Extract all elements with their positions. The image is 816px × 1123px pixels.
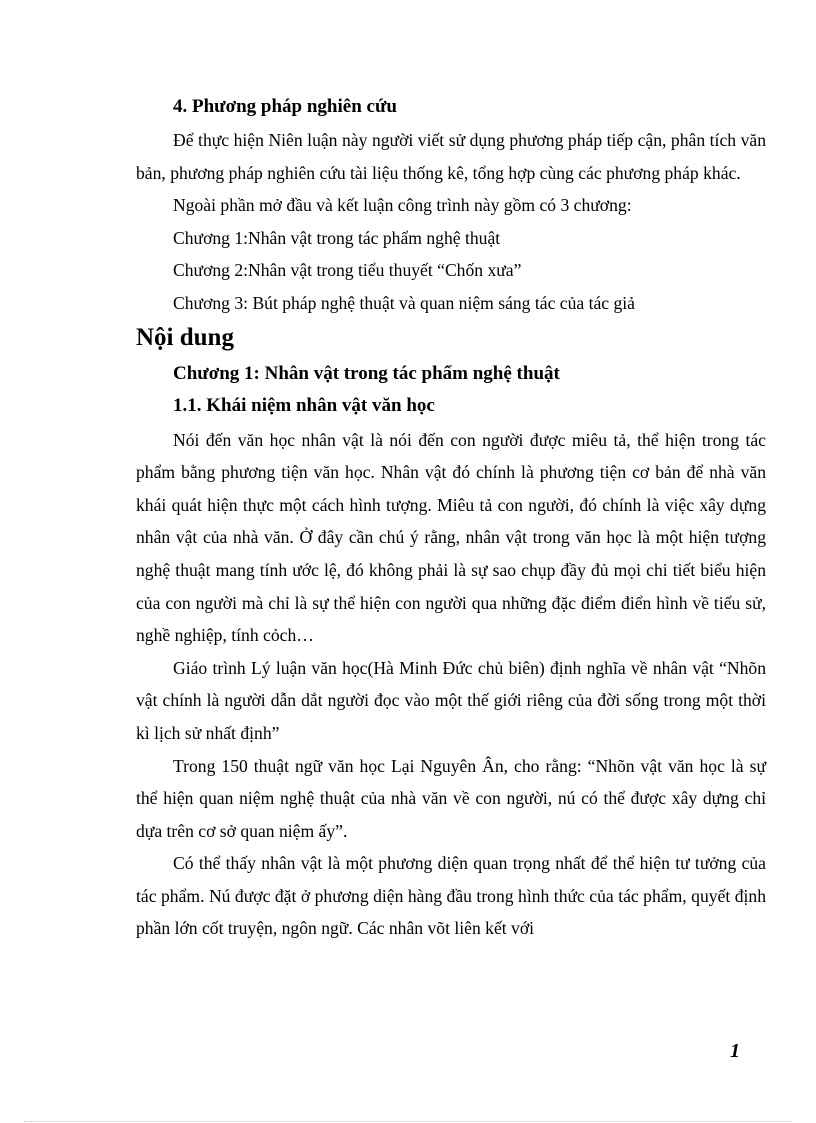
paragraph-methods: Để thực hiện Niên luận này người viết sử dụng phương pháp tiếp cận, phân tích văn bản, phương pháp nghiên cứu tài liệu thống kê, tổng hợp cùng các phương pháp khác. — [136, 130, 766, 183]
chapter-list-item-2: Chương 2:Nhân vật trong tiểu thuyết “Chốn xưa” — [173, 260, 522, 281]
subsection-heading: 1.1. Khái niệm nhân vật văn học — [173, 394, 435, 416]
paragraph-importance: Có thể thấy nhân vật là một phương diện quan trọng nhất để thể hiện tư tưởng của tác phẩm. Nú được đặt ở phương diện hàng đầu trong hình thức của tác phẩm, quyết định phần lớn cốt truyện, ngôn ngữ. Các nhân võt liên kết với — [136, 853, 766, 939]
paragraph-textbook-quote: Giáo trình Lý luận văn học(Hà Minh Đức chủ biên) định nghĩa về nhân vật “Nhõn vật chính là người dẫn dắt người đọc vào một thế giới riêng của đời sống trong một thời kì lịch sử nhất định” — [136, 657, 766, 743]
page-bottom-divider — [24, 1121, 792, 1122]
section-heading-methods: 4. Phương pháp nghiên cứu — [173, 96, 397, 117]
paragraph-definition: Nói đến văn học nhân vật là nói đến con người được miêu tả, thể hiện trong tác phẩm bằng phương tiện văn học. Nhân vật đó chính là phương tiện cơ bản để nhà văn khái quát hiện thực một cách hình tượng. Miêu tả con người, đó chính là việc xây dựng nhân vật của nhà văn. Ở đây cần chú ý rằng, nhân vật trong văn học là một hiện tượng nghệ thuật mang tính ước lệ, đó không phải là sự sao chụp đầy đủ mọi chi tiết biểu hiện của con người mà chỉ là sự thể hiện con người qua những đặc điểm điển hình về tiểu sử, nghề nghiệp, tính cỏch… — [136, 429, 766, 646]
paragraph-terms-quote: Trong 150 thuật ngữ văn học Lại Nguyên Ân, cho rằng: “Nhõn vật văn học là sự thể hiện quan niệm nghệ thuật của nhà văn về con người, nú có thể được xây dựng chỉ dựa trên cơ sở quan niệm ấy”. — [136, 755, 766, 841]
page-number: 1 — [730, 1040, 740, 1062]
page-content — [136, 92, 766, 945]
chapter-list-item-3: Chương 3: Bút pháp nghệ thuật và quan niệm sáng tác của tác giả — [173, 292, 635, 313]
chapter-heading: Chương 1: Nhân vật trong tác phẩm nghệ thuật — [173, 362, 560, 384]
paragraph-structure: Ngoài phần mở đầu và kết luận công trình này gồm có 3 chương: — [173, 195, 632, 216]
content-heading: Nội dung — [136, 323, 234, 351]
chapter-list-item-1: Chương 1:Nhân vật trong tác phẩm nghệ thuật — [173, 227, 501, 248]
